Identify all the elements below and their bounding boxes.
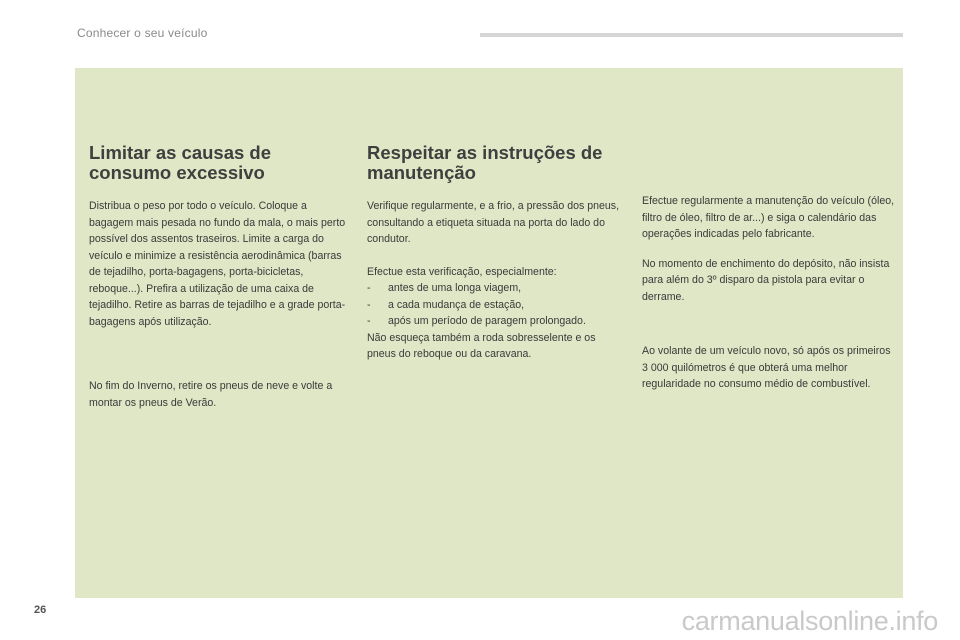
column-maintenance [367, 143, 621, 363]
heading-line: Limitar as causas de [89, 142, 272, 163]
paragraph-tyre-pressure: Verifique regularmente, e a frio, a pressão dos pneus, consultando a etiqueta situada na porta do lado do condutor. [367, 200, 620, 245]
list-item: - a cada mudança de estação, [367, 297, 621, 314]
heading-maintenance [367, 143, 621, 183]
column-consumption [89, 143, 347, 411]
section-title: Conhecer o seu veículo [77, 26, 208, 40]
paragraph-service: Efectue regularmente a manutenção do veículo (óleo, filtro de óleo, filtro de ar...) e siga o calendário das operações indicadas pelo fabricante. [642, 195, 895, 240]
paragraph-load: Distribua o peso por todo o veículo. Coloque a bagagem mais pesada no fundo da mala, o mais perto possível dos assentos traseiros. Limite a carga do veículo e minimize a resistência aerodinâmica (barras de tejadilho, porta-bagagens, porta-bicicletas, reboque...). Prefira a utilização de uma caixa de tejadilho. Retire as barras de tejadilho e a grade porta-bagagens após utilização. [89, 200, 346, 328]
paragraph-new-vehicle: Ao volante de um veículo novo, só após os primeiros 3 000 quilómetros é que obterá uma melhor regularidade no consumo médio de combustível. [642, 345, 891, 390]
paragraph-tyres-winter: No fim do Inverno, retire os pneus de neve e volte a montar os pneus de Verão. [89, 380, 333, 409]
heading-consumption [89, 143, 347, 183]
page-number: 26 [34, 604, 47, 616]
paragraph-refuelling: No momento de enchimento do depósito, não insista para além do 3º disparo da pistola para evitar o derrame. [642, 257, 890, 303]
paragraph-check-intro: Efectue esta verificação, especialmente: [367, 265, 557, 278]
heading-line: consumo excessivo [89, 162, 265, 183]
check-list [367, 280, 621, 330]
list-item: - após um período de paragem prolongado. [367, 313, 621, 330]
paragraph-spare-wheel: Não esqueça também a roda sobresselente e os pneus do reboque ou da caravana. [367, 331, 596, 360]
column-maintenance-cont [642, 193, 898, 393]
header-divider [480, 33, 903, 37]
watermark: carmanualsonline.info [681, 606, 938, 636]
list-item: - antes de uma longa viagem, [367, 280, 621, 297]
heading-line: manutenção [367, 162, 476, 183]
heading-line: Respeitar as instruções de [367, 142, 603, 163]
